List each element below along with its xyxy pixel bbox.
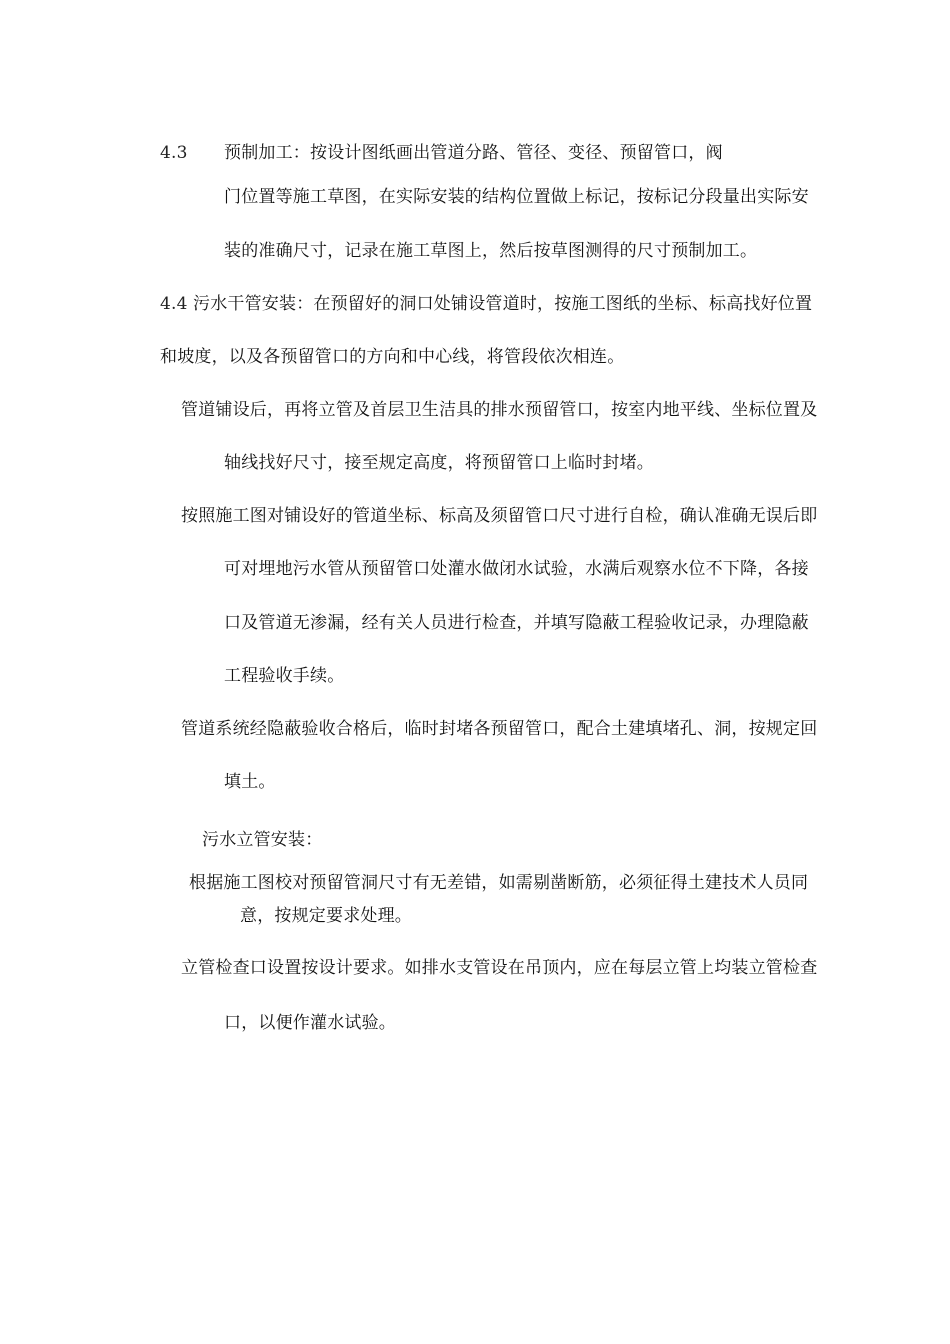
section-4-4-line-1: 污水干管安装：在预留好的洞口处铺设管道时，按施工图纸的坐标、标高找好位置 (193, 294, 813, 314)
paragraph-3-line-2: 填土。 (224, 772, 276, 792)
paragraph-5-line-1: 立管检查口设置按设计要求。如排水支管设在吊顶内，应在每层立管上均装立管检查 (181, 958, 818, 978)
section-4-3-line-1: 预制加工：按设计图纸画出管道分路、管径、变径、预留管口，阀 (224, 143, 723, 163)
section-4-4-line-2: 和坡度，以及各预留管口的方向和中心线，将管段依次相连。 (160, 347, 625, 367)
paragraph-1-line-1: 管道铺设后，再将立管及首层卫生洁具的排水预留管口，按室内地平线、坐标位置及 (181, 400, 818, 420)
paragraph-2-line-1: 按照施工图对铺设好的管道坐标、标高及须留管口尺寸进行自检，确认准确无误后即 (181, 506, 818, 526)
paragraph-1-line-2: 轴线找好尺寸，接至规定高度，将预留管口上临时封堵。 (224, 453, 654, 473)
section-number-4-3: 4.3 (160, 143, 188, 163)
paragraph-2-line-2: 可对埋地污水管从预留管口处灌水做闭水试验，水满后观察水位不下降，各接 (224, 559, 809, 579)
paragraph-4-line-1: 根据施工图校对预留管洞尺寸有无差错，如需剔凿断筋，必须征得土建技术人员同 (189, 873, 809, 893)
paragraph-2-line-3: 口及管道无渗漏，经有关人员进行检查，并填写隐蔽工程验收记录，办理隐蔽 (224, 613, 809, 633)
paragraph-3-line-1: 管道系统经隐蔽验收合格后，临时封堵各预留管口，配合土建填堵孔、洞，按规定回 (181, 719, 818, 739)
paragraph-4-line-2: 意，按规定要求处理。 (240, 906, 412, 926)
subheading-riser-installation: 污水立管安装： (202, 830, 323, 850)
section-number-4-4: 4.4 (160, 294, 188, 314)
section-4-3-line-3: 装的准确尺寸，记录在施工草图上，然后按草图测得的尺寸预制加工。 (224, 241, 758, 261)
paragraph-2-line-4: 工程验收手续。 (224, 666, 345, 686)
paragraph-5-line-2: 口，以便作灌水试验。 (224, 1013, 396, 1033)
section-4-3-line-2: 门位置等施工草图，在实际安装的结构位置做上标记，按标记分段量出实际安 (224, 187, 809, 207)
